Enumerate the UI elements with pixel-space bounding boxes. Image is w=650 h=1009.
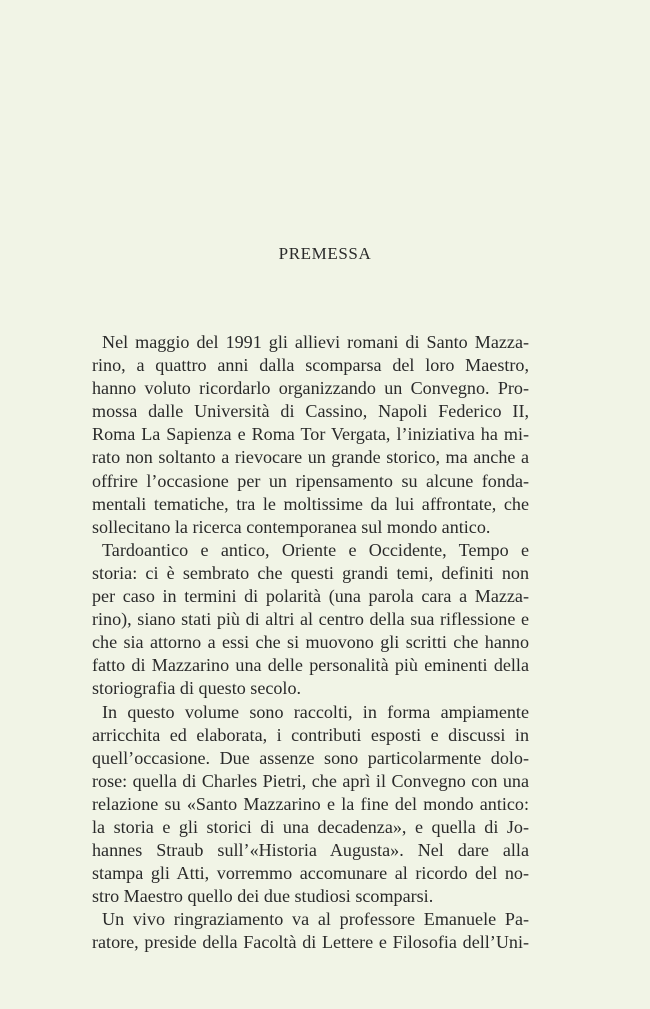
text-line: In questo volume sono raccolti, in forma ampiamente xyxy=(102,701,529,722)
text-line: mentali tematiche, tra le moltissime da lui affrontate, che xyxy=(92,493,529,514)
text-line: hannes Straub sull’«Historia Augusta». Nel dare alla xyxy=(92,840,529,861)
text-line: Un vivo ringraziamento va al professore Emanuele Pa- xyxy=(102,909,529,930)
text-line: quell’occasione. Due assenze sono particolarmente dolo- xyxy=(92,747,529,768)
text-line: storiografia di questo secolo. xyxy=(92,678,302,699)
text-line: relazione su «Santo Mazzarino e la fine del mondo antico: xyxy=(92,793,529,814)
text-line: fatto di Mazzarino una delle personalità più eminenti della xyxy=(92,655,529,676)
text-line: storia: ci è sembrato che questi grandi temi, definiti non xyxy=(92,562,529,583)
text-line: rino), siano stati più di altri al centro della sua riflessione e xyxy=(92,609,529,630)
text-line: stampa gli Atti, vorremmo accomunare al ricordo del no- xyxy=(92,863,529,884)
text-line: sollecitano la ricerca contemporanea sul mondo antico. xyxy=(92,516,491,537)
text-line: hanno voluto ricordarlo organizzando un Convegno. Pro- xyxy=(92,378,529,399)
text-line: offrire l’occasione per un ripensamento su alcune fonda- xyxy=(92,470,529,491)
text-line: arricchita ed elaborata, i contributi esposti e discussi in xyxy=(92,724,529,745)
text-line: mossa dalle Università di Cassino, Napoli Federico II, xyxy=(92,401,529,422)
page-title: PREMESSA xyxy=(278,244,372,263)
text-line: che sia attorno a essi che si muovono gli scritti che hanno xyxy=(92,632,529,653)
text-line: per caso in termini di polarità (una parola cara a Mazza- xyxy=(92,586,529,607)
body-text xyxy=(92,331,529,955)
text-line: Nel maggio del 1991 gli allievi romani di Santo Mazza- xyxy=(102,332,529,352)
text-line: stro Maestro quello dei due studiosi scomparsi. xyxy=(92,886,434,907)
text-line: Tardoantico e antico, Oriente e Occidente, Tempo e xyxy=(102,539,529,560)
text-line: Roma La Sapienza e Roma Tor Vergata, l’iniziativa ha mi- xyxy=(92,424,529,445)
text-line: rose: quella di Charles Pietri, che aprì il Convegno con una xyxy=(92,770,529,791)
text-line: rato non soltanto a rievocare un grande storico, ma anche a xyxy=(92,447,529,468)
text-line: la storia e gli storici di una decadenza», e quella di Jo- xyxy=(92,816,529,837)
text-line: ratore, preside della Facoltà di Lettere e Filosofia dell’Uni- xyxy=(92,932,529,953)
text-line: rino, a quattro anni dalla scomparsa del loro Maestro, xyxy=(92,355,529,376)
